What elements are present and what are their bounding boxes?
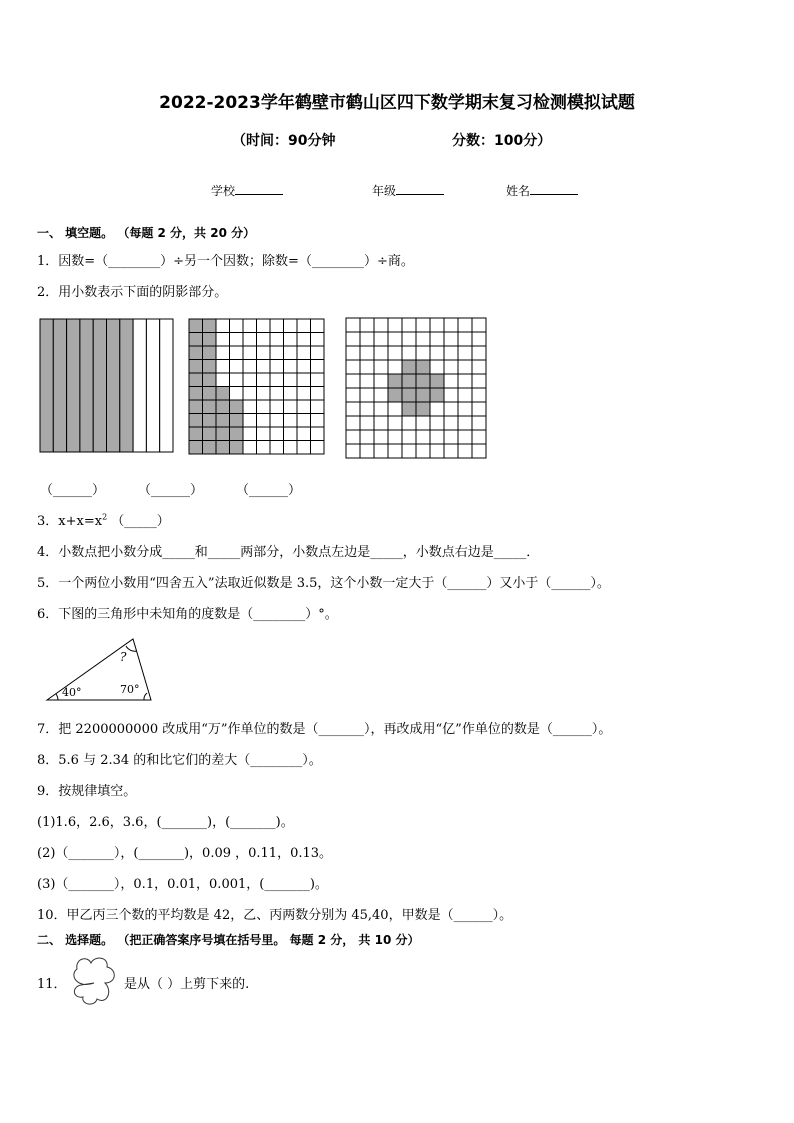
- grid-cell: [257, 346, 271, 360]
- shaded-cell: [189, 333, 203, 347]
- shaded-cell: [230, 400, 244, 414]
- question-5: 5．一个两位小数用“四舍五入”法取近似数是 3.5，这个小数一定大于（______）又小于（______）。: [37, 576, 610, 591]
- question-3-blank[interactable]: （_____）: [107, 514, 170, 529]
- grid-cell: [472, 374, 486, 388]
- grid-cell: [297, 360, 311, 374]
- grid-cell: [311, 346, 325, 360]
- grid-cell: [416, 332, 430, 346]
- grid-cell: [444, 402, 458, 416]
- grid-cell: [444, 332, 458, 346]
- angle-40-label: 40°: [62, 686, 82, 699]
- grid-cell: [458, 318, 472, 332]
- grid-cell: [297, 427, 311, 441]
- shaded-cell: [203, 373, 217, 387]
- grid-cell: [270, 387, 284, 401]
- shaded-cell: [189, 360, 203, 374]
- question-4: 4．小数点把小数分成_____和_____两部分，小数点左边是_____，小数点右边是_____．: [37, 545, 540, 560]
- strip: [160, 319, 173, 452]
- question-3: [37, 510, 170, 529]
- shaded-cell: [402, 360, 416, 374]
- grid-cell: [472, 332, 486, 346]
- grid-cell: [374, 318, 388, 332]
- shaded-strip: [80, 319, 93, 452]
- shaded-cell: [216, 427, 230, 441]
- grid-cell: [284, 387, 298, 401]
- grid-cell: [257, 441, 271, 455]
- figure-grid-3: [345, 317, 488, 459]
- grid-cell: [257, 414, 271, 428]
- grid-cell: [430, 444, 444, 458]
- question-7: 7．把 2200000000 改成用“万”作单位的数是（_______），再改成用“亿”作单位的数是（______）。: [37, 722, 612, 737]
- grid-cell: [230, 360, 244, 374]
- shaded-cell: [230, 427, 244, 441]
- question-3-exponent: 2: [102, 512, 108, 522]
- shaded-strip: [67, 319, 80, 452]
- grid-cell: [374, 374, 388, 388]
- answer-blank-1[interactable]: （______）: [40, 483, 106, 498]
- grid-cell: [257, 427, 271, 441]
- grid-cell: [230, 373, 244, 387]
- grid-cell: [243, 387, 257, 401]
- shaded-cell: [216, 400, 230, 414]
- grid-cell: [360, 332, 374, 346]
- grid-cell: [402, 416, 416, 430]
- shaded-cell: [203, 387, 217, 401]
- question-8: 8．5.6 与 2.34 的和比它们的差大（________）。: [37, 753, 322, 768]
- grid-cell: [230, 346, 244, 360]
- grid-cell: [458, 346, 472, 360]
- grid-cell: [257, 400, 271, 414]
- grid-cell: [297, 400, 311, 414]
- grid-cell: [297, 441, 311, 455]
- grid-cell: [458, 332, 472, 346]
- grid-cell: [297, 319, 311, 333]
- grid-cell: [458, 402, 472, 416]
- grid-cell: [346, 402, 360, 416]
- grid-cell: [444, 430, 458, 444]
- grid-cell: [284, 373, 298, 387]
- name-label: 姓名: [506, 184, 531, 198]
- grid-cell: [284, 333, 298, 347]
- shaded-cell: [189, 427, 203, 441]
- grid-cell: [402, 444, 416, 458]
- grid-cell: [472, 318, 486, 332]
- exam-time: （时间：90分钟: [232, 133, 336, 149]
- grid-cell: [284, 414, 298, 428]
- grid-cell: [374, 416, 388, 430]
- grid-cell: [458, 430, 472, 444]
- grid-cell: [430, 318, 444, 332]
- grid-cell: [311, 427, 325, 441]
- grid-cell: [430, 346, 444, 360]
- question-9: 9．按规律填空。: [37, 784, 137, 799]
- shaded-cell: [430, 374, 444, 388]
- grid-cell: [374, 360, 388, 374]
- grid-cell: [472, 430, 486, 444]
- shaded-cell: [203, 400, 217, 414]
- grid-cell: [243, 346, 257, 360]
- grid-cell: [374, 346, 388, 360]
- grid-cell: [284, 346, 298, 360]
- grid-cell: [458, 388, 472, 402]
- shaded-cell: [189, 373, 203, 387]
- grid-cell: [458, 416, 472, 430]
- grid-cell: [374, 332, 388, 346]
- shaded-cell: [416, 402, 430, 416]
- grid-cell: [374, 402, 388, 416]
- question-1: 1．因数=（________）÷另一个因数；除数=（________）÷商。: [37, 254, 414, 269]
- grid-cell: [284, 427, 298, 441]
- grid-cell: [402, 346, 416, 360]
- grid-cell: [374, 430, 388, 444]
- shaded-cell: [430, 388, 444, 402]
- grid-cell: [374, 444, 388, 458]
- grid-cell: [360, 318, 374, 332]
- shaded-cell: [388, 388, 402, 402]
- grid-cell: [388, 346, 402, 360]
- grid-cell: [346, 318, 360, 332]
- section-2-heading: 二、 选择题。 （把正确答案序号填在括号里。 每题 2 分， 共 10 分）: [37, 933, 420, 947]
- grid-cell: [311, 333, 325, 347]
- shaded-cell: [402, 402, 416, 416]
- grid-cell: [270, 427, 284, 441]
- grid-cell: [270, 400, 284, 414]
- grid-cell: [243, 373, 257, 387]
- grid-cell: [257, 373, 271, 387]
- grid-cell: [388, 430, 402, 444]
- grid-cell: [257, 360, 271, 374]
- grid-cell: [346, 346, 360, 360]
- grid-cell: [360, 374, 374, 388]
- shaded-cell: [402, 388, 416, 402]
- grid-cell: [360, 416, 374, 430]
- grid-cell: [388, 318, 402, 332]
- grid-cell: [284, 441, 298, 455]
- shaded-cell: [388, 374, 402, 388]
- grid-cell: [257, 319, 271, 333]
- grid-cell: [360, 388, 374, 402]
- grid-cell: [402, 430, 416, 444]
- grid-cell: [360, 402, 374, 416]
- grid-cell: [284, 400, 298, 414]
- grid-cell: [270, 373, 284, 387]
- grid-cell: [230, 333, 244, 347]
- grid-cell: [388, 332, 402, 346]
- grid-cell: [311, 387, 325, 401]
- shaded-cell: [203, 333, 217, 347]
- grid-cell: [444, 318, 458, 332]
- grid-cell: [402, 318, 416, 332]
- grid-cell: [444, 346, 458, 360]
- grid-cell: [472, 346, 486, 360]
- grid-cell: [472, 360, 486, 374]
- grid-cell: [270, 360, 284, 374]
- grid-cell: [360, 444, 374, 458]
- grid-cell: [458, 360, 472, 374]
- shaded-cell: [416, 360, 430, 374]
- grid-cell: [230, 387, 244, 401]
- grid-cell: [243, 360, 257, 374]
- grid-cell: [270, 333, 284, 347]
- figure-grid-2: [188, 318, 326, 458]
- question-6: 6．下图的三角形中未知角的度数是（________）°。: [37, 607, 338, 622]
- grid-cell: [257, 387, 271, 401]
- grid-cell: [346, 388, 360, 402]
- strip: [146, 319, 159, 452]
- grid-cell: [472, 444, 486, 458]
- school-blank[interactable]: [235, 182, 283, 195]
- grid-cell: [346, 416, 360, 430]
- grid-cell: [388, 402, 402, 416]
- name-field: [506, 182, 578, 199]
- question-3-text: 3．x+x=x: [37, 514, 103, 529]
- shaded-cell: [189, 319, 203, 333]
- question-9-3: (3)（_______），0.1，0.01，0.001，(_______)。: [37, 877, 328, 892]
- question-2: 2．用小数表示下面的阴影部分。: [37, 285, 228, 300]
- shaded-cell: [203, 427, 217, 441]
- grid-cell: [270, 441, 284, 455]
- grid-cell: [216, 360, 230, 374]
- shaded-cell: [189, 400, 203, 414]
- grade-label: 年级: [372, 184, 397, 198]
- shaded-strip: [120, 319, 133, 452]
- grid-cell: [416, 430, 430, 444]
- grid-cell: [270, 346, 284, 360]
- shaded-cell: [402, 374, 416, 388]
- shaded-cell: [230, 441, 244, 455]
- shaded-strip: [53, 319, 66, 452]
- shaded-cell: [189, 441, 203, 455]
- shaded-cell: [230, 414, 244, 428]
- answer-blank-3[interactable]: （______）: [236, 483, 302, 498]
- grid-cell: [388, 444, 402, 458]
- grid-cell: [416, 444, 430, 458]
- grid-cell: [402, 332, 416, 346]
- shaded-cell: [216, 387, 230, 401]
- shaded-strip: [40, 319, 53, 452]
- grid-cell: [311, 319, 325, 333]
- grid-cell: [444, 374, 458, 388]
- shaded-strip: [93, 319, 106, 452]
- grid-cell: [311, 360, 325, 374]
- question-10: 10．甲乙丙三个数的平均数是 42，乙、丙两数分别为 45,40，甲数是（______）。: [37, 908, 513, 923]
- grid-cell: [346, 430, 360, 444]
- grid-cell: [416, 346, 430, 360]
- figure-strips: [39, 318, 175, 453]
- grid-cell: [374, 388, 388, 402]
- name-blank[interactable]: [530, 182, 578, 195]
- shaded-cell: [203, 441, 217, 455]
- grid-cell: [346, 444, 360, 458]
- question-9-2: (2)（_______），(_______)，0.09 ，0.11，0.13。: [37, 846, 333, 861]
- shaded-cell: [416, 388, 430, 402]
- grid-cell: [430, 402, 444, 416]
- grid-cell: [346, 332, 360, 346]
- grid-cell: [430, 332, 444, 346]
- grid-cell: [430, 430, 444, 444]
- grid-cell: [216, 333, 230, 347]
- exam-score: 分数：100分）: [452, 133, 552, 149]
- grid-cell: [311, 441, 325, 455]
- grid-cell: [311, 414, 325, 428]
- grid-cell: [346, 374, 360, 388]
- shaded-cell: [216, 441, 230, 455]
- grid-cell: [243, 400, 257, 414]
- grid-cell: [416, 416, 430, 430]
- grid-cell: [388, 416, 402, 430]
- grade-field: [372, 182, 444, 199]
- grade-blank[interactable]: [396, 182, 444, 195]
- grid-cell: [458, 444, 472, 458]
- grid-cell: [216, 319, 230, 333]
- angle-unknown-label: ?: [120, 650, 127, 664]
- question-9-1: (1)1.6，2.6，3.6，(_______)，(_______)。: [37, 815, 294, 830]
- grid-cell: [243, 441, 257, 455]
- angle-70-label: 70°: [120, 683, 140, 696]
- grid-cell: [472, 388, 486, 402]
- grid-cell: [216, 346, 230, 360]
- grid-cell: [360, 346, 374, 360]
- grid-cell: [284, 319, 298, 333]
- school-label: 学校: [211, 184, 236, 198]
- grid-cell: [284, 360, 298, 374]
- grid-cell: [444, 388, 458, 402]
- grid-cell: [444, 416, 458, 430]
- grid-cell: [243, 333, 257, 347]
- grid-cell: [472, 416, 486, 430]
- grid-cell: [216, 373, 230, 387]
- question-11-text: 是从（ ）上剪下来的.: [124, 977, 250, 992]
- grid-cell: [458, 374, 472, 388]
- strip: [133, 319, 146, 452]
- grid-cell: [270, 319, 284, 333]
- grid-cell: [243, 414, 257, 428]
- grid-cell: [360, 360, 374, 374]
- grid-cell: [444, 444, 458, 458]
- grid-cell: [416, 318, 430, 332]
- grid-cell: [360, 430, 374, 444]
- grid-cell: [297, 346, 311, 360]
- grid-cell: [230, 319, 244, 333]
- triangle-figure: [44, 636, 156, 704]
- grid-cell: [297, 333, 311, 347]
- grid-cell: [297, 373, 311, 387]
- shaded-cell: [189, 387, 203, 401]
- grid-cell: [430, 416, 444, 430]
- shaded-cell: [189, 346, 203, 360]
- page-title: 2022-2023学年鹤壁市鹤山区四下数学期末复习检测模拟试题: [159, 93, 635, 113]
- grid-cell: [388, 360, 402, 374]
- shaded-cell: [203, 414, 217, 428]
- shaded-cell: [203, 360, 217, 374]
- shaded-cell: [203, 319, 217, 333]
- clover-shape-icon: [67, 955, 121, 1007]
- grid-cell: [297, 414, 311, 428]
- question-11-number: 11．: [37, 977, 67, 992]
- shaded-cell: [416, 374, 430, 388]
- grid-cell: [472, 402, 486, 416]
- grid-cell: [297, 387, 311, 401]
- school-field: [211, 182, 283, 199]
- shaded-strip: [107, 319, 120, 452]
- grid-cell: [311, 400, 325, 414]
- answer-blank-2[interactable]: （______）: [138, 483, 204, 498]
- grid-cell: [243, 319, 257, 333]
- shaded-cell: [216, 414, 230, 428]
- shaded-cell: [189, 414, 203, 428]
- grid-cell: [346, 360, 360, 374]
- grid-cell: [270, 414, 284, 428]
- grid-cell: [430, 360, 444, 374]
- grid-cell: [311, 373, 325, 387]
- section-1-heading: 一、 填空题。 （每题 2 分，共 20 分）: [37, 226, 256, 240]
- grid-cell: [444, 360, 458, 374]
- grid-cell: [243, 427, 257, 441]
- grid-cell: [257, 333, 271, 347]
- shaded-cell: [203, 346, 217, 360]
